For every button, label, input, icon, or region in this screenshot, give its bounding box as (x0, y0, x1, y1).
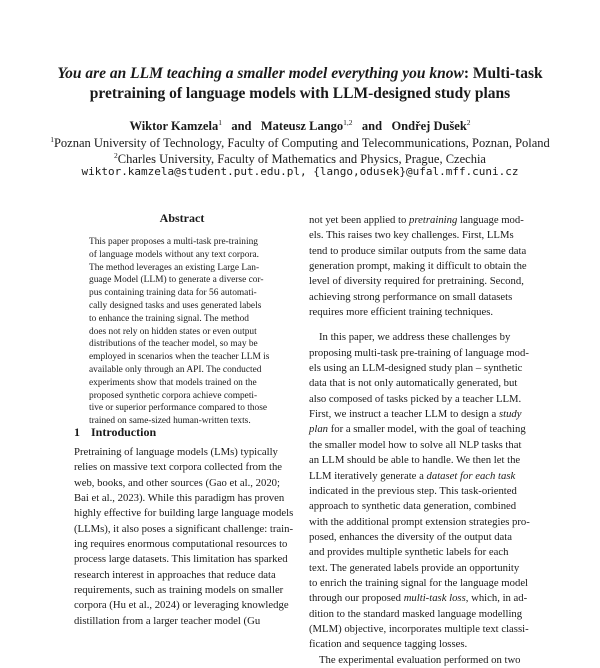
body-line: dition to the standard masked language modelling (309, 607, 523, 620)
body-line: requires more efficient training techniques. (309, 306, 494, 319)
affiliation-1 (30, 135, 570, 151)
section-heading-introduction (74, 425, 294, 440)
title-line-2: pretraining of language models with LLM-designed study plans (89, 85, 511, 102)
author-3-affil: 2 (466, 118, 471, 127)
author-emails: wiktor.kamzela@student.put.edu.pl, {lango,odusek}@ufal.mff.cuni.cz (81, 165, 519, 178)
body-line: Bai et al., 2023). While this paradigm has proven (74, 492, 285, 505)
abstract-line: cally designed tasks and uses generated labels (89, 300, 262, 311)
abstract-line: tive or superior performance compared to those (89, 403, 268, 414)
body-line: Pretraining of language models (LMs) typically (74, 446, 278, 458)
body-line: the smaller model how to solve all NLP tasks that (309, 438, 522, 451)
title-rest-part: : Multi-task (463, 65, 543, 82)
inline-emphasis: plan (309, 423, 329, 436)
abstract-line: This paper proposes a multi-task pre-training (89, 237, 258, 247)
abstract-line: proposed synthetic corpora achieve competi- (89, 390, 258, 401)
abstract-heading: Abstract (159, 211, 205, 225)
body-line: generation prompt, making it difficult to obtain the (309, 260, 527, 273)
author-1-affil: 1 (218, 118, 222, 127)
inline-text: for a smaller model, with the goal of teaching (328, 423, 526, 436)
body-line (309, 591, 531, 606)
body-line: data that is not only automatically generated, but (309, 377, 518, 390)
body-line: with the additional prompt extension strategies pro- (309, 515, 530, 528)
author-list (40, 118, 560, 134)
author-1: Wiktor Kamzela (129, 119, 219, 133)
body-line: corpora (Hu et al., 2024) or leveraging knowledge (74, 599, 289, 612)
inline-emphasis: multi-task loss (403, 592, 466, 605)
body-line: tend to produce similar outputs from the same data (309, 244, 527, 257)
body-line: els using an LLM-designed study plan – synthetic (309, 362, 523, 375)
body-line: text. The generated labels provide an opportunity (309, 561, 520, 574)
section-number: 1 (74, 425, 80, 439)
body-line (309, 213, 531, 228)
inline-text: First, we instruct a teacher LLM to design a (309, 408, 499, 421)
abstract-line: to enhance the training signal. The method (89, 313, 249, 324)
introduction-body (74, 445, 296, 629)
affiliation-2-marker: 2 (114, 151, 118, 160)
body-line: an LLM should be able to handle. We then let the (309, 454, 521, 467)
body-line: highly effective for building large language models (74, 507, 294, 520)
body-line: proposing multi-task pre-training of language mod- (309, 346, 529, 359)
body-line: els. This raises two key challenges. First, LLMs (309, 229, 514, 242)
abstract-line: trained on same-sized human-written texts. (89, 416, 251, 427)
abstract-line: does not rely on hidden states or even output (89, 326, 257, 337)
abstract-line: of language models without any text corpora. (89, 249, 260, 260)
body-line: also composed of tasks picked by a teacher LLM. (309, 392, 522, 405)
body-line: achieving strong performance on small datasets (309, 290, 513, 303)
inline-text: , which, in ad- (465, 592, 528, 605)
body-line: relies on massive text corpora collected from the (74, 461, 283, 474)
author-separator-2: and (361, 119, 383, 133)
body-line: In this paper, we address these challenges by (319, 331, 511, 344)
body-line: fication and sequence tagging losses. (309, 638, 468, 651)
abstract-body (89, 236, 286, 428)
title-line-1 (40, 64, 560, 84)
body-line: and provides multiple synthetic labels for each (309, 546, 509, 559)
body-line (309, 469, 531, 484)
abstract-line: distributions of the teacher model, so may be (89, 339, 258, 350)
abstract-line: available only through an API. The conducted (89, 364, 262, 375)
abstract-line: employed in scenarios when the teacher LLM is (89, 352, 270, 363)
author-3: Ondřej Dušek (391, 119, 467, 133)
abstract-line: pus containing training data for 56 automati- (89, 288, 257, 299)
right-column-body (309, 213, 531, 668)
inline-text: language mod- (457, 214, 524, 226)
body-line: ing requires enormous computational resources to (74, 538, 288, 551)
inline-text: not yet been applied to (309, 214, 410, 226)
body-line: level of diversity required for pretraining. Second, (309, 275, 524, 288)
abstract-line: The method leverages an existing Large Lan- (89, 262, 260, 273)
body-line: process large datasets. This limitation has sparked (74, 553, 288, 566)
paper-title (40, 64, 560, 104)
body-line: approach to synthetic data generation, combined (309, 500, 517, 513)
body-line: requirements, such as training models on smaller (74, 584, 284, 597)
abstract-line: guage Model (LLM) to generate a diverse cor- (89, 275, 264, 286)
inline-emphasis: pretraining (409, 214, 458, 226)
affiliation-1-text: Poznan University of Technology, Faculty of Computing and Telecommunications, Poznan, Poland (53, 136, 550, 150)
body-line: web, books, and other sources (Gao et al., 2020; (74, 476, 280, 489)
author-2-affil: 1,2 (343, 118, 353, 127)
inline-emphasis: study (498, 408, 522, 421)
affiliation-1-marker: 1 (50, 135, 54, 144)
body-line: (LLMs), it also poses a significant challenge: train- (74, 522, 294, 535)
inline-text: through our proposed (309, 592, 404, 605)
author-separator-1: and (231, 119, 252, 133)
inline-emphasis: dataset for each task (426, 469, 516, 482)
body-line (309, 407, 531, 422)
title-italic-part: You are an LLM teaching a smaller model everything you know (57, 65, 464, 82)
body-line: The experimental evaluation performed on two (319, 653, 521, 666)
section-title: Introduction (91, 425, 157, 439)
affiliation-2-text: Charles University, Faculty of Mathematics and Physics, Prague, Czechia (117, 152, 486, 166)
paragraph-gap (309, 320, 531, 330)
body-line: indicated in the previous step. This task-oriented (309, 484, 517, 497)
author-2: Mateusz Lango (260, 119, 344, 133)
body-line: to enrich the training signal for the language model (309, 576, 529, 589)
inline-text: LLM iteratively generate a (309, 469, 427, 482)
body-line: research interest in approaches that reduce data (74, 568, 276, 581)
body-line: distillation from a larger teacher model (Gu (74, 614, 261, 627)
abstract-line: experiments show that models trained on the (89, 377, 257, 388)
body-line: posed, enhances the diversity of the output data (309, 530, 513, 543)
body-line: (MLM) objective, incorporates multiple text classi- (309, 622, 529, 635)
body-line (309, 422, 531, 437)
